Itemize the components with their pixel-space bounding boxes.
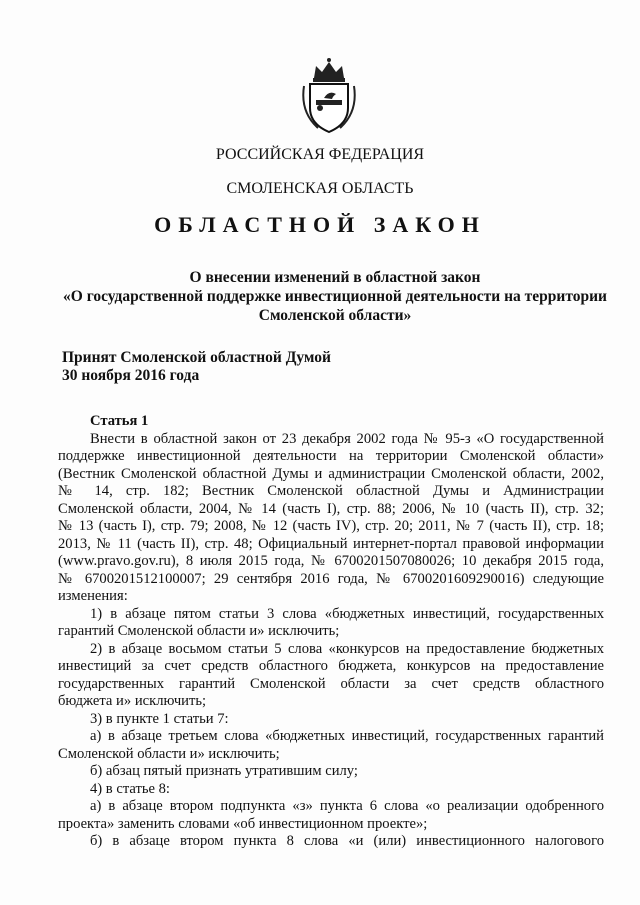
body-line: (www.pravo.gov.ru), 8 июля 2015 года, № 6700201507080026; 10 декабря 2015 года, <box>58 553 604 569</box>
body-line: а) в абзаце втором подпункта «з» пункта 6 слова «о реализации одобренного <box>90 798 604 814</box>
body-line: а) в абзаце третьем слова «бюджетных инвестиций, государственных гарантий <box>90 728 604 744</box>
law-title-line: О внесении изменений в областной закон <box>189 269 481 286</box>
body-line: гарантий Смоленской области и» исключить; <box>58 623 340 639</box>
body-line: б) в абзаце втором пункта 8 слова «и (или) инвестиционного налогового <box>90 833 604 849</box>
body-line: № 6700201512100007; 29 сентября 2016 года, № 6700201609290016) следующие <box>58 570 604 587</box>
adoption-date: 30 ноября 2016 года <box>62 367 200 384</box>
body-line: государственных гарантий Смоленской области за счет средств областного <box>58 675 604 692</box>
body-line: 1) в абзаце пятом статьи 3 слова «бюджетных инвестиций, государственных <box>90 605 604 622</box>
body-line: б) абзац пятый признать утратившим силу; <box>90 763 358 779</box>
body-line: 3) в пункте 1 статьи 7: <box>90 710 229 727</box>
body-line: проекта» заменить словами «об инвестиционном проекте»; <box>58 815 428 832</box>
body-line: 2013, № 11 (часть II), стр. 48; Официальный интернет-портал правовой информации <box>58 535 604 552</box>
body-line: Внести в областной закон от 23 декабря 2002 года № 95-з «О государственной <box>90 430 604 447</box>
body-line: № 14, стр. 182; Вестник Смоленской областной Думы и Администрации <box>58 483 604 499</box>
smolensk-coat-of-arms-icon <box>298 56 360 134</box>
body-line: изменения: <box>58 588 128 604</box>
law-title-line: «О государственной поддержке инвестиционной деятельности на территории <box>63 288 607 305</box>
body-line: инвестиций за счет средств областного бюджета, конкурсов на предоставление <box>58 658 604 674</box>
law-title-line: Смоленской области» <box>258 307 412 324</box>
country-heading: РОССИЙСКАЯ ФЕДЕРАЦИЯ <box>215 146 425 163</box>
adopted-by: Принят Смоленской областной Думой <box>62 349 331 366</box>
article-body <box>58 413 604 851</box>
body-line: бюджета и» исключить; <box>58 693 207 709</box>
body-line: 2) в абзаце восьмом статьи 5 слова «конкурсов на предоставление бюджетных <box>90 640 604 657</box>
body-line: 4) в статье 8: <box>90 780 170 797</box>
adoption-info <box>62 349 331 385</box>
body-line: № 13 (часть I), стр. 79; 2008, № 12 (часть IV), стр. 20; 2011, № 7 (часть II), стр. 18; <box>58 518 604 534</box>
body-line: (Вестник Смоленской областной Думы и администрации Смоленской области, 2002, <box>58 465 604 482</box>
article-heading: Статья 1 <box>90 413 149 429</box>
body-line: Смоленской области и» исключить; <box>58 745 280 762</box>
body-line: поддержке инвестиционной деятельности на территории Смоленской области» <box>58 448 604 464</box>
law-title <box>55 268 615 325</box>
region-heading: СМОЛЕНСКАЯ ОБЛАСТЬ <box>226 180 414 197</box>
body-line: Смоленской области, 2004, № 14 (часть I), стр. 88; 2006, № 10 (часть II), стр. 32; <box>58 500 604 517</box>
document-type-title: ОБЛАСТНОЙ ЗАКОН <box>154 212 486 237</box>
